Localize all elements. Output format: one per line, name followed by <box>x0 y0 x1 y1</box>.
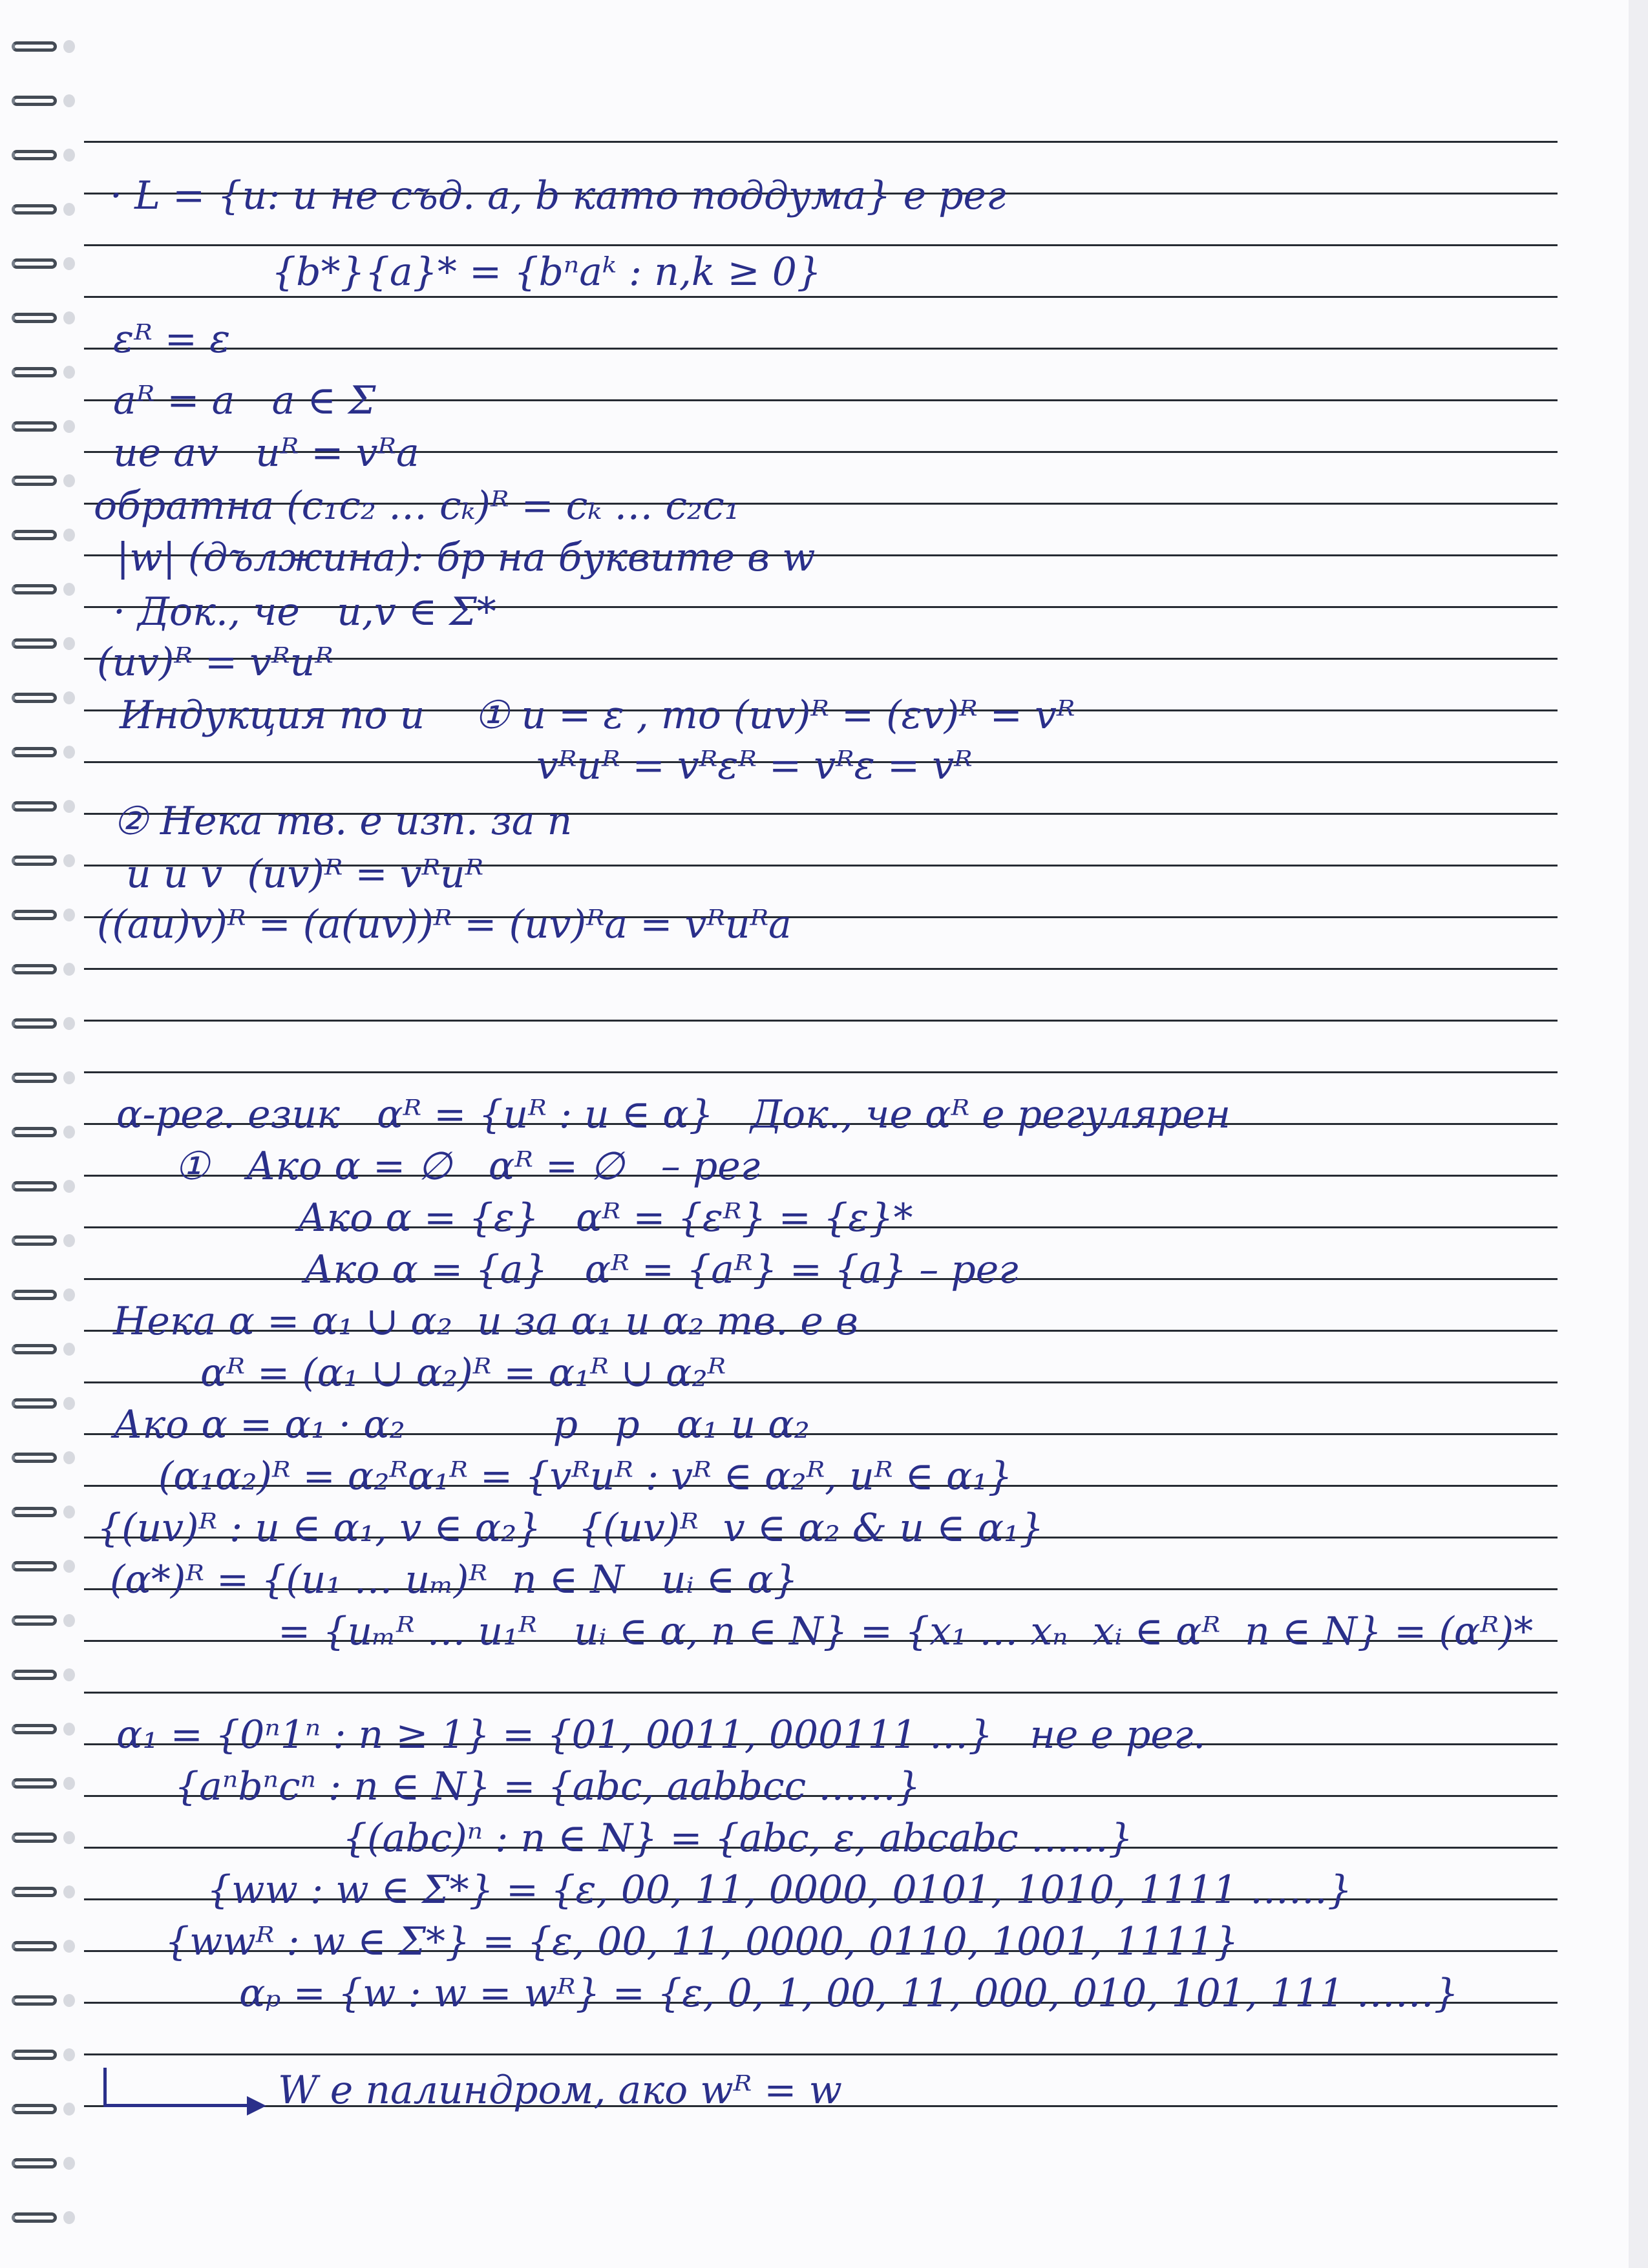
note-line-29: {ww : w ∈ Σ*} = {ε, 00, 11, 0000, 0101, 1010, 1111 ……} <box>207 1867 1353 1913</box>
note-line-6: обратна (c₁c₂ … cₖ)ᴿ = cₖ … c₂c₁ <box>94 483 740 529</box>
spiral-coil <box>12 1988 61 2013</box>
note-line-10: Индукция по u ① u = ε , то (uv)ᴿ = (εv)ᴿ = vᴿ <box>120 693 1075 738</box>
spiral-coil <box>12 793 61 819</box>
ruled-line <box>84 244 1558 246</box>
note-line-14: ((au)v)ᴿ = (a(uv))ᴿ = (uv)ᴿa = vᴿuᴿa <box>97 902 792 947</box>
note-line-7: |w| (дължина): бр на буквите в w <box>116 535 816 580</box>
note-line-21: Ако α = α₁ · α₂ р р α₁ и α₂ <box>113 1402 810 1447</box>
ruled-line <box>84 1071 1558 1073</box>
note-line-4: aᴿ = a a ∈ Σ <box>113 378 376 423</box>
note-line-5: ue av uᴿ = vᴿa <box>113 430 419 476</box>
spiral-coil <box>12 1716 61 1742</box>
note-line-25: = {uₘᴿ … u₁ᴿ uᵢ ∈ α, n ∈ N} = {x₁ … xₙ xᵢ ∈ αᴿ n ∈ N} = (αᴿ)* <box>278 1609 1534 1654</box>
spiral-coil <box>12 1770 61 1796</box>
ruled-line <box>84 296 1558 298</box>
spiral-coil <box>12 1608 61 1633</box>
spiral-coil <box>12 1553 61 1579</box>
note-line-23: {(uv)ᴿ : u ∈ α₁, v ∈ α₂} {(uv)ᴿ v ∈ α₂ & u ∈ α₁} <box>97 1506 1044 1551</box>
spiral-coil <box>12 1336 61 1362</box>
spiral-coil <box>12 305 61 331</box>
note-line-18: Ако α = {a} αᴿ = {aᴿ} = {a} – рег <box>304 1247 1019 1292</box>
note-line-28: {(abc)ⁿ : n ∈ N} = {abc, ε, abcabc ……} <box>343 1816 1133 1861</box>
spiral-coil <box>12 1282 61 1308</box>
note-line-9: (uv)ᴿ = vᴿuᴿ <box>97 640 333 685</box>
spiral-coil <box>12 902 61 928</box>
ruled-line <box>84 968 1558 970</box>
ruled-line <box>84 141 1558 143</box>
note-line-24: (α*)ᴿ = {(u₁ … uₘ)ᴿ n ∈ N uᵢ ∈ α} <box>110 1557 798 1602</box>
spiral-coil <box>12 739 61 765</box>
note-line-31: αₚ = {w : w = wᴿ} = {ε, 0, 1, 00, 11, 000, 010, 101, 111 ……} <box>239 1971 1459 2016</box>
ruled-line <box>84 1020 1558 1022</box>
ruled-line <box>84 1692 1558 1694</box>
arrow-icon <box>97 2068 271 2119</box>
spiral-coil <box>12 1825 61 1851</box>
note-line-15: α-рег. език αᴿ = {uᴿ : u ∈ α} Док., че αᴿ е регулярен <box>116 1092 1231 1137</box>
note-line-27: {aⁿbⁿcⁿ : n ∈ N} = {abc, aabbcc ……} <box>174 1764 921 1809</box>
spiral-coil <box>12 88 61 114</box>
page-edge <box>1629 0 1648 2268</box>
note-line-32: W е палиндром, ако wᴿ = w <box>278 2068 842 2113</box>
spiral-coil <box>12 2205 61 2231</box>
note-line-3: εᴿ = ε <box>113 317 231 362</box>
spiral-binding <box>0 0 78 2268</box>
spiral-coil <box>12 34 61 59</box>
spiral-coil <box>12 1391 61 1416</box>
spiral-coil <box>12 2150 61 2176</box>
spiral-coil <box>12 1119 61 1145</box>
note-line-16: ① Ако α = ∅ αᴿ = ∅ – рег <box>174 1144 761 1189</box>
spiral-coil <box>12 1228 61 1254</box>
spiral-coil <box>12 1879 61 1905</box>
note-line-13: u и v (uv)ᴿ = vᴿuᴿ <box>126 852 484 897</box>
spiral-coil <box>12 848 61 874</box>
note-line-30: {wwᴿ : w ∈ Σ*} = {ε, 00, 11, 0000, 0110, 1001, 1111} <box>165 1919 1239 1964</box>
spiral-coil <box>12 1065 61 1091</box>
spiral-coil <box>12 522 61 548</box>
spiral-coil <box>12 956 61 982</box>
note-line-26: α₁ = {0ⁿ1ⁿ : n ≥ 1} = {01, 0011, 000111 …} не е рег. <box>116 1712 1206 1758</box>
spiral-coil <box>12 359 61 385</box>
spiral-coil <box>12 414 61 439</box>
spiral-coil <box>12 196 61 222</box>
spiral-coil <box>12 631 61 656</box>
spiral-coil <box>12 576 61 602</box>
spiral-coil <box>12 1173 61 1199</box>
note-line-11: vᴿuᴿ = vᴿεᴿ = vᴿε = vᴿ <box>536 743 973 788</box>
note-line-19: Нека α = α₁ ∪ α₂ и за α₁ и α₂ тв. е в <box>113 1299 858 1344</box>
ruled-line <box>84 348 1558 350</box>
spiral-coil <box>12 1662 61 1688</box>
note-line-17: Ако α = {ε} αᴿ = {εᴿ} = {ε}* <box>297 1195 913 1241</box>
spiral-coil <box>12 251 61 277</box>
spiral-coil <box>12 1933 61 1959</box>
note-line-8: · Док., че u,v ∈ Σ* <box>113 589 496 635</box>
spiral-coil <box>12 1011 61 1036</box>
spiral-coil <box>12 1499 61 1525</box>
spiral-coil <box>12 685 61 711</box>
note-line-1: · L = {u: u не съд. a, b като поддума} е рег <box>110 173 1006 218</box>
note-line-2: {b*}{a}* = {bⁿaᵏ : n,k ≥ 0} <box>271 249 822 295</box>
spiral-coil <box>12 468 61 494</box>
spiral-coil <box>12 142 61 168</box>
spiral-coil <box>12 2042 61 2068</box>
note-line-12: ② Нека тв. е изп. за n <box>113 799 573 844</box>
note-line-22: (α₁α₂)ᴿ = α₂ᴿα₁ᴿ = {vᴿuᴿ : vᴿ ∈ α₂ᴿ, uᴿ ∈ α₁} <box>158 1454 1013 1499</box>
spiral-coil <box>12 1445 61 1471</box>
note-line-20: αᴿ = (α₁ ∪ α₂)ᴿ = α₁ᴿ ∪ α₂ᴿ <box>200 1350 726 1396</box>
ruled-line <box>84 2053 1558 2055</box>
spiral-coil <box>12 2096 61 2122</box>
